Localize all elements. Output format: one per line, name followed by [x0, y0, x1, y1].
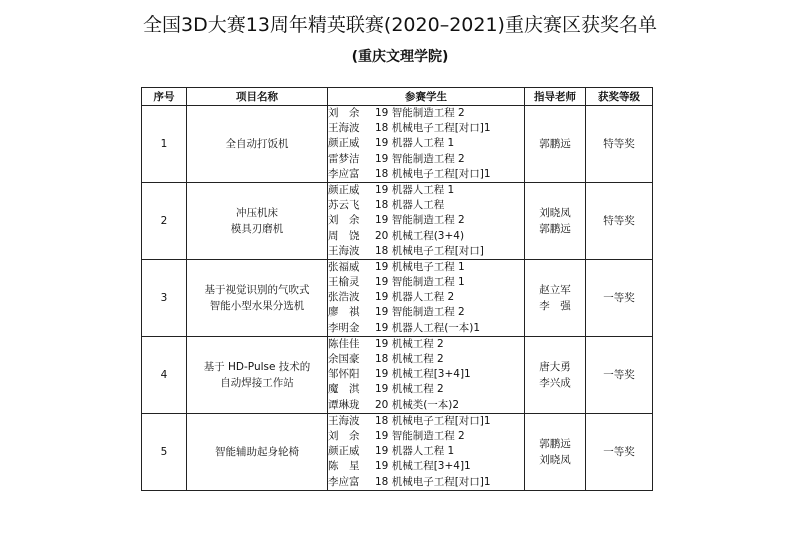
advisor-name: 李兴成 — [539, 376, 571, 389]
student-entry — [328, 367, 524, 382]
project-name-line: 自动焊接工作站 — [220, 376, 294, 389]
student-name: 张福威 — [328, 260, 360, 273]
student-name: 李应富 — [328, 167, 360, 180]
cell-project — [187, 106, 328, 183]
student-name: 邹怀阳 — [328, 368, 360, 381]
student-name: 雷梦洁 — [328, 152, 360, 165]
student-entry — [328, 229, 524, 244]
student-class: 19 机器人工程 1 — [375, 137, 455, 150]
advisor-name: 刘晓凤 — [539, 453, 571, 466]
student-entry — [328, 198, 524, 213]
student-class: 20 机械工程(3+4) — [375, 229, 465, 242]
project-name-line: 基于 HD-Pulse 技术的 — [203, 360, 311, 373]
student-name: 周 饶 — [328, 229, 360, 242]
student-name: 张浩波 — [328, 291, 360, 304]
student-name: 刘 余 — [328, 429, 360, 442]
cell-project — [187, 413, 328, 490]
page-title: 全国3D大赛13周年精英联赛(2020–2021)重庆赛区获奖名单 — [143, 14, 657, 36]
student-class: 19 智能制造工程 2 — [375, 152, 465, 165]
cell-students — [328, 413, 525, 490]
student-entry — [328, 106, 524, 121]
student-class: 18 机器人工程 — [375, 199, 445, 212]
student-class: 19 智能制造工程 2 — [375, 306, 465, 319]
student-class: 19 机械工程 2 — [375, 337, 444, 350]
project-name-line: 智能辅助起身轮椅 — [215, 445, 299, 458]
student-name: 魔 淇 — [328, 383, 360, 396]
student-name: 颜正威 — [328, 183, 360, 196]
student-entry — [328, 213, 524, 228]
student-name: 王海波 — [328, 244, 360, 257]
cell-students — [328, 182, 525, 259]
project-name-line: 冲压机床 — [236, 206, 278, 219]
student-entry — [328, 337, 524, 352]
student-class: 19 智能制造工程 2 — [375, 214, 465, 227]
student-name: 廖 祺 — [328, 306, 360, 319]
student-entry — [328, 429, 524, 444]
student-entry — [328, 398, 524, 413]
student-class: 19 智能制造工程 1 — [375, 276, 465, 289]
student-entry — [328, 321, 524, 336]
student-entry — [328, 244, 524, 259]
cell-index: 3 — [142, 259, 187, 336]
cell-advisor — [525, 106, 586, 183]
table-body — [142, 106, 653, 491]
student-entry — [328, 382, 524, 397]
project-name-line: 基于视觉识别的气吹式 — [204, 283, 310, 296]
student-entry — [328, 290, 524, 305]
advisor-name: 唐大勇 — [539, 360, 571, 373]
cell-project — [187, 182, 328, 259]
student-name: 刘 余 — [328, 107, 360, 119]
student-class: 19 智能制造工程 2 — [375, 107, 465, 119]
cell-advisor — [525, 259, 586, 336]
awards-table — [141, 87, 653, 491]
table-row — [142, 413, 653, 490]
student-class: 18 机械电子工程[对口]1 — [375, 167, 491, 180]
student-name: 颜正威 — [328, 137, 360, 150]
project-name-line: 全自动打饭机 — [225, 137, 289, 150]
student-class: 19 机器人工程 1 — [375, 445, 455, 458]
advisor-name: 赵立军 — [539, 283, 571, 296]
student-name: 陈佳佳 — [328, 337, 360, 350]
student-entry — [328, 475, 524, 490]
header-index: 序号 — [142, 88, 187, 106]
student-entry — [328, 414, 524, 429]
student-name: 李明金 — [328, 321, 360, 334]
student-entry — [328, 152, 524, 167]
table-row — [142, 336, 653, 413]
header-level: 获奖等级 — [586, 88, 653, 106]
student-name: 谭琳珑 — [328, 398, 360, 411]
cell-advisor — [525, 336, 586, 413]
cell-index: 5 — [142, 413, 187, 490]
cell-students — [328, 336, 525, 413]
student-name: 余国豪 — [328, 353, 360, 365]
table-row — [142, 259, 653, 336]
student-name: 李应富 — [328, 475, 360, 488]
student-entry — [328, 260, 524, 275]
student-entry — [328, 275, 524, 290]
student-class: 19 智能制造工程 2 — [375, 429, 465, 442]
student-name: 刘 余 — [328, 214, 360, 227]
cell-advisor — [525, 413, 586, 490]
student-class: 19 机械电子工程 1 — [375, 260, 465, 273]
cell-students — [328, 259, 525, 336]
student-class: 19 机器人工程 2 — [375, 291, 455, 304]
student-class: 18 机械电子工程[对口] — [375, 244, 484, 257]
advisor-name: 李 强 — [539, 299, 571, 312]
student-class: 18 机械电子工程[对口]1 — [375, 475, 491, 488]
cell-award-level: 一等奖 — [586, 259, 653, 336]
cell-award-level: 特等奖 — [586, 182, 653, 259]
student-name: 颜正威 — [328, 445, 360, 458]
student-name: 苏云飞 — [328, 199, 360, 212]
student-class: 19 机械工程[3+4]1 — [375, 460, 471, 473]
project-name-line: 智能小型水果分选机 — [209, 299, 305, 312]
advisor-name: 郭鹏远 — [539, 137, 571, 150]
table-row — [142, 182, 653, 259]
student-entry — [328, 121, 524, 136]
student-entry — [328, 444, 524, 459]
student-class: 19 机械工程[3+4]1 — [375, 368, 471, 381]
student-entry — [328, 352, 524, 367]
student-class: 19 机械工程 2 — [375, 383, 444, 396]
cell-award-level: 一等奖 — [586, 336, 653, 413]
table-row — [142, 106, 653, 183]
page-subtitle: (重庆文理学院) — [351, 49, 449, 65]
student-class: 18 机械电子工程[对口]1 — [375, 414, 491, 427]
cell-project — [187, 259, 328, 336]
advisor-name: 郭鹏远 — [539, 437, 571, 450]
table-header-row — [142, 88, 653, 106]
cell-award-level: 特等奖 — [586, 106, 653, 183]
advisor-name: 郭鹏远 — [539, 222, 571, 235]
advisor-name: 刘晓凤 — [539, 206, 571, 219]
header-project: 项目名称 — [187, 88, 328, 106]
student-name: 王榆灵 — [328, 276, 360, 289]
student-name: 王海波 — [328, 414, 360, 427]
student-name: 王海波 — [328, 122, 360, 135]
student-entry — [328, 183, 524, 198]
student-entry — [328, 136, 524, 151]
student-class: 18 机械电子工程[对口]1 — [375, 122, 491, 135]
student-class: 19 机器人工程 1 — [375, 183, 455, 196]
student-entry — [328, 305, 524, 320]
cell-students — [328, 106, 525, 183]
student-class: 19 机器人工程(一本)1 — [375, 321, 481, 334]
cell-index: 4 — [142, 336, 187, 413]
cell-index: 1 — [142, 106, 187, 183]
cell-project — [187, 336, 328, 413]
project-name-line: 模具刃磨机 — [230, 222, 284, 235]
student-entry — [328, 167, 524, 182]
cell-award-level: 一等奖 — [586, 413, 653, 490]
cell-index: 2 — [142, 182, 187, 259]
student-entry — [328, 459, 524, 474]
student-class: 18 机械工程 2 — [375, 353, 444, 365]
student-class: 20 机械类(一本)2 — [375, 398, 460, 411]
header-students: 参赛学生 — [328, 88, 525, 106]
cell-advisor — [525, 182, 586, 259]
header-advisor: 指导老师 — [525, 88, 586, 106]
student-name: 陈 星 — [328, 460, 360, 473]
